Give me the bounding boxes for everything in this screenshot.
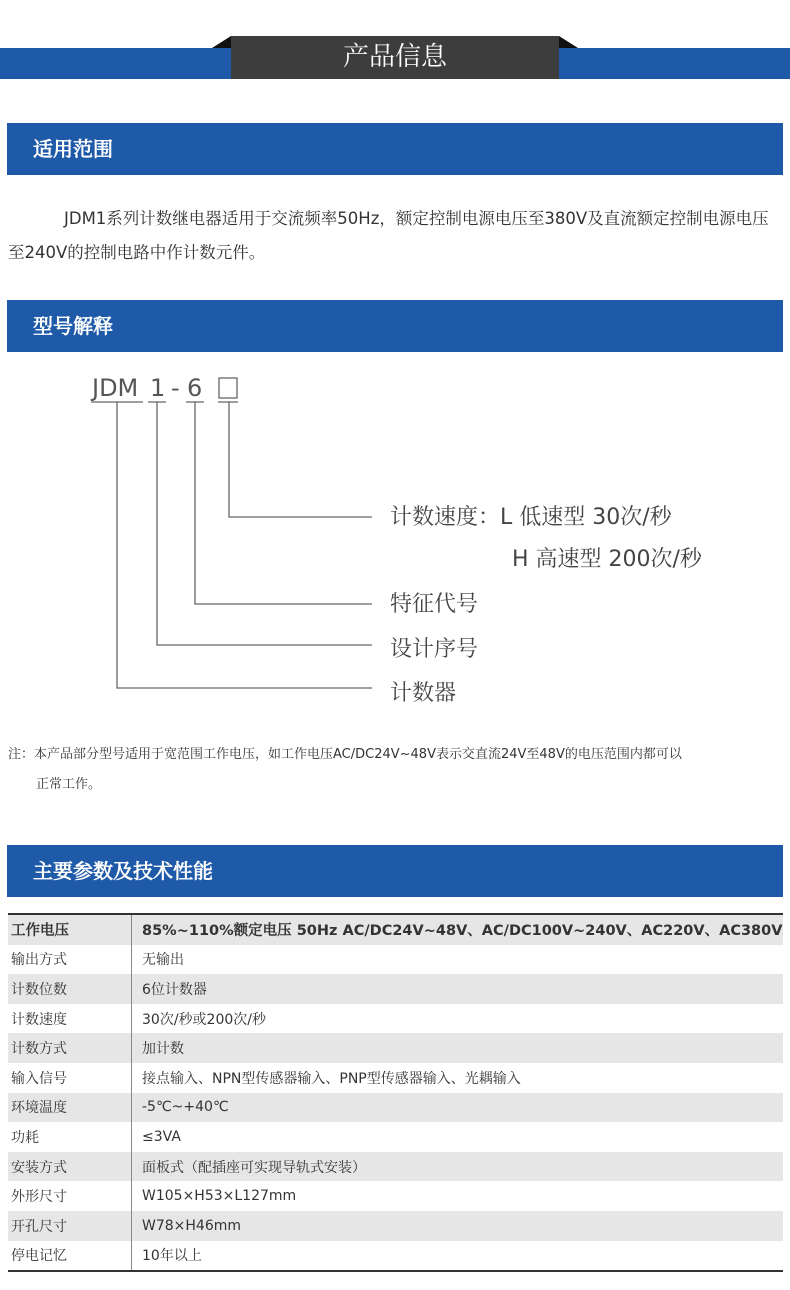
spec-row (8, 945, 783, 975)
spec-value: 面板式（配插座可实现导轨式安装） (132, 1152, 784, 1182)
spec-row (8, 1181, 783, 1211)
label-counter: 计数器 (390, 681, 457, 706)
spec-row (8, 1241, 783, 1272)
spec-row (8, 974, 783, 1004)
spec-value: 10年以上 (132, 1241, 784, 1272)
spec-key: 功耗 (8, 1122, 132, 1152)
spec-value: 6位计数器 (132, 974, 784, 1004)
spec-key: 计数速度 (8, 1004, 132, 1034)
label-speed: 计数速度：L 低速型 30次/秒 (390, 505, 672, 530)
banner-corner-left (212, 36, 231, 48)
spec-value: 30次/秒或200次/秒 (142, 1011, 266, 1028)
leader-design (157, 402, 372, 645)
note-line-2: 正常工作。 (36, 777, 102, 792)
spec-key: 输出方式 (8, 945, 132, 975)
spec-key: 计数方式 (8, 1033, 132, 1063)
spec-row (8, 1122, 783, 1152)
spec-value: 加计数 (132, 1033, 784, 1063)
spec-row (8, 1152, 783, 1182)
section-header-scope: 适用范围 (7, 123, 783, 175)
spec-value: 接点输入、NPN型传感器输入、PNP型传感器输入、光耦输入 (142, 1070, 521, 1087)
model-part-dash: - (171, 374, 180, 402)
label-design: 设计序号 (390, 637, 479, 662)
model-part-design: 1 (150, 374, 166, 402)
spec-key: 环境温度 (8, 1093, 132, 1123)
section-header-model: 型号解释 (7, 300, 783, 352)
section-header-params: 主要参数及技术性能 (7, 845, 783, 897)
spec-value: 85%~110%额定电压 50Hz AC/DC24V~48V、AC/DC100V~240V、AC220V、AC380V (132, 914, 784, 945)
spec-key: 外形尺寸 (8, 1181, 132, 1211)
spec-value: W105×H53×L127mm (142, 1188, 297, 1205)
note (8, 740, 786, 800)
spec-row (8, 1004, 783, 1034)
spec-value: W78×H46mm (132, 1211, 784, 1241)
model-part-feature: 6 (187, 374, 203, 402)
spec-row (8, 914, 783, 945)
spec-row (8, 1063, 783, 1093)
model-diagram (0, 360, 790, 720)
spec-key: 开孔尺寸 (8, 1211, 132, 1241)
banner-title: 产品信息 (231, 36, 559, 79)
spec-key: 停电记忆 (8, 1241, 132, 1272)
scope-paragraph: JDM1系列计数继电器适用于交流频率50Hz，额定控制电源电压至380V及直流额定控制电源电压至240V的控制电路中作计数元件。 (8, 209, 769, 262)
spec-value: -5℃~+40℃ (132, 1093, 784, 1123)
model-part-box (219, 378, 237, 398)
leader-speed (229, 402, 372, 517)
spec-row (8, 1033, 783, 1063)
spec-row (8, 1211, 783, 1241)
spec-row (8, 1093, 783, 1123)
spec-key: 安装方式 (8, 1152, 132, 1182)
spec-value: ≤3VA (142, 1128, 181, 1145)
label-speed-high: H 高速型 200次/秒 (512, 547, 702, 572)
spec-value: 无输出 (142, 952, 184, 969)
model-part-series: JDM (92, 374, 139, 402)
label-feature: 特征代号 (390, 592, 479, 617)
spec-key: 工作电压 (8, 914, 132, 945)
banner-corner-right (559, 36, 578, 48)
leader-feature (195, 402, 372, 604)
spec-key: 输入信号 (8, 1063, 132, 1093)
spec-table (8, 913, 783, 1272)
spec-key: 计数位数 (8, 974, 132, 1004)
note-line-1: 注：本产品部分型号适用于宽范围工作电压，如工作电压AC/DC24V~48V表示交直流24V至48V的电压范围内都可以 (8, 747, 682, 762)
